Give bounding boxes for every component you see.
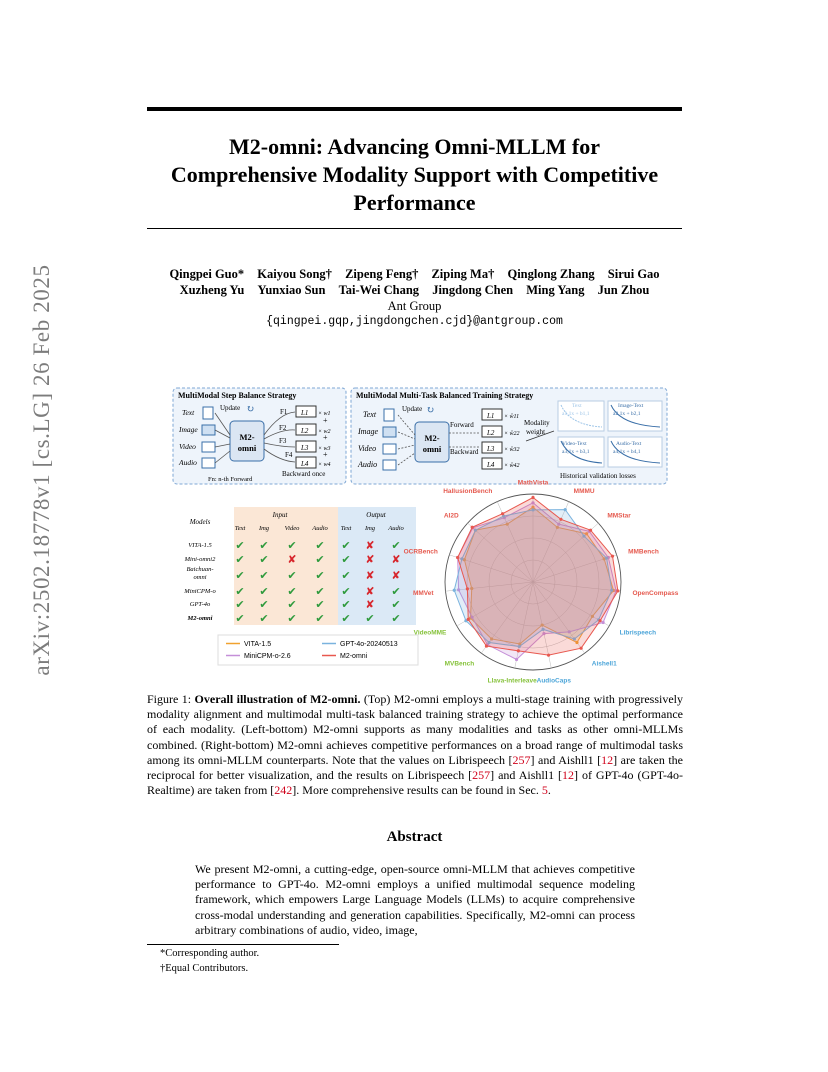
radar-point: [547, 654, 550, 657]
task-input-audio: Audio: [358, 460, 378, 469]
step-model-label: M2-: [239, 432, 255, 442]
radar-axis-label: MVBench: [444, 660, 475, 668]
check-icon: ✔: [235, 599, 245, 611]
task-forward-label: Forward: [450, 421, 474, 429]
check-icon: ✔: [315, 570, 325, 582]
abstract-text: We present M2-omni, a cutting-edge, open-source omni-MLLM that achieves competitive performance to GPT-4o. M2-omni employs a unified multimodal sequence modeling framework, which empowers Large Language Models (LLMs) to acquire comprehensive cross-modal understanding and generation capabilities. Specifically, M2-omni can process arbitrary combinations of audio, video, image,: [195, 862, 635, 937]
check-icon: ✔: [259, 540, 269, 552]
paper-title: [147, 133, 682, 217]
cross-icon: ✘: [365, 540, 375, 552]
loss-label: L2: [487, 429, 495, 437]
column-header: Text: [234, 525, 246, 532]
plus-sign: +: [323, 416, 328, 425]
cross-icon: ✘: [365, 599, 375, 611]
cross-icon: ✘: [287, 554, 297, 566]
check-icon: ✔: [287, 613, 297, 625]
task-panel-title: MultiModal Multi-Task Balanced Training Strategy: [356, 391, 534, 400]
model-name: Baichuan-: [186, 566, 214, 573]
model-name: omni: [193, 574, 207, 581]
loss-weight: × w2: [318, 429, 331, 435]
caption-text: ]. More comprehensive results can be found in Sec.: [292, 783, 542, 798]
radar-chart: [404, 480, 679, 685]
caption-text: ] are taken the reciprocal for better visualization, and the results on Librispeech [: [147, 752, 684, 783]
caption-text: (Top) M2-omni employs a multi-stage training with progressively modality alignment and multimodal multi-task balanced training strategy to achieve the optimal performance of each modality. (Left-bottom) M2-omni supports as many modalities and tasks as other omni-MLLMs combined. (Right-bottom) M2-omni achieves competitive performances on a broad range of multimodal tasks among its omni-MLLM counterparts. Note that the values on Librispeech [: [147, 692, 683, 767]
check-icon: ✔: [235, 540, 245, 552]
step-panel-title: MultiModal Step Balance Strategy: [178, 391, 297, 400]
model-name: Mini-omni2: [184, 556, 216, 563]
check-icon: ✔: [341, 554, 351, 566]
author: Sirui Gao: [607, 267, 660, 281]
step-input-audio: Audio: [179, 458, 197, 467]
author: Jun Zhou: [597, 283, 650, 297]
column-header: Img: [364, 525, 376, 532]
radar-point: [564, 508, 567, 511]
audio-icon: [383, 460, 396, 470]
check-icon: ✔: [259, 599, 269, 611]
radar-point: [616, 589, 619, 592]
check-icon: ✔: [315, 599, 325, 611]
radar-point: [559, 518, 562, 521]
cross-icon: ✘: [365, 554, 375, 566]
task-input-image: Image: [358, 427, 378, 436]
legend-label: M2-omni: [340, 653, 368, 660]
step-input-text: Text: [182, 408, 195, 417]
task-footer: Historical validation losses: [560, 472, 636, 480]
modality-weight-label: weight: [526, 428, 546, 436]
task-input-text: Text: [363, 410, 377, 419]
check-icon: ✔: [235, 570, 245, 582]
loss-label: L3: [301, 444, 309, 452]
check-icon: ✔: [315, 613, 325, 625]
radar-point: [467, 618, 470, 621]
check-icon: ✔: [341, 540, 351, 552]
title-line: M2-omni: Advancing Omni-MLLM for: [229, 134, 600, 159]
column-header: Video: [284, 525, 300, 532]
refresh-icon: ↻: [426, 405, 435, 416]
step-backward-label: Backward once: [282, 470, 326, 478]
radar-point: [456, 556, 459, 559]
curve-label: Audio-Text: [616, 441, 642, 447]
check-icon: ✔: [341, 586, 351, 598]
check-icon: ✔: [341, 599, 351, 611]
video-icon: [383, 444, 396, 454]
title-line: Performance: [353, 190, 476, 215]
cross-icon: ✘: [365, 570, 375, 582]
curve-equation: a3,1x + b3,1: [562, 449, 590, 455]
radar-point: [589, 529, 592, 532]
step-update-label: Update: [220, 404, 241, 412]
radar-axis-label: OCRBench: [403, 548, 438, 556]
check-icon: ✔: [235, 613, 245, 625]
title-line: Comprehensive Modality Support with Competitive: [170, 162, 659, 187]
loss-weight: × ŵ32: [504, 447, 520, 453]
audio-icon: [202, 458, 215, 468]
author-row: [147, 266, 682, 282]
citation-link[interactable]: 242: [274, 783, 293, 798]
check-icon: ✔: [235, 586, 245, 598]
title-bottom-rule: [147, 228, 682, 229]
model-name: VITA-1.5: [188, 542, 212, 549]
task-model-label: M2-: [424, 433, 440, 443]
radar-axis-label: MMMU: [573, 488, 595, 496]
caption-text: .: [547, 783, 551, 798]
author: Kaiyou Song†: [257, 267, 332, 281]
radar-axis-label: MMVet: [412, 589, 434, 597]
check-icon: ✔: [341, 613, 351, 625]
check-icon: ✔: [391, 586, 401, 598]
column-header: Audio: [312, 525, 328, 532]
check-icon: ✔: [315, 540, 325, 552]
radar-axis-label: VideoMME: [413, 629, 447, 637]
loss-label: L2: [301, 427, 309, 435]
check-icon: ✔: [391, 599, 401, 611]
task-input-video: Video: [358, 444, 377, 453]
check-icon: ✔: [287, 540, 297, 552]
loss-weight: × ŵ11: [504, 414, 520, 420]
caption-text: ] and Aishll1 [: [490, 768, 563, 783]
check-icon: ✔: [315, 586, 325, 598]
caption-text: ] and Aishll1 [: [530, 752, 602, 767]
figure-caption: [147, 692, 683, 798]
radar-axis-label: MMBench: [628, 548, 659, 556]
curve-equation: a4,1x + b4,1: [613, 449, 641, 455]
models-header: Models: [189, 518, 211, 526]
group-header: Output: [366, 511, 386, 519]
radar-point: [611, 555, 614, 558]
column-header: Audio: [388, 525, 404, 532]
legend-label: VITA-1.5: [244, 641, 272, 648]
loss-label: L4: [487, 461, 495, 469]
loss-weight: × w4: [318, 462, 331, 468]
arxiv-stamp: arXiv:2502.18778v1 [cs.LG] 26 Feb 2025: [29, 264, 54, 676]
check-icon: ✔: [315, 554, 325, 566]
check-icon: ✔: [235, 554, 245, 566]
radar-point: [531, 496, 534, 499]
citation-link[interactable]: 12: [601, 752, 614, 767]
author: Qingpei Guo*: [169, 267, 245, 281]
curve-label: Text: [572, 403, 582, 409]
curve-label: Image-Text: [618, 403, 644, 409]
caption-bold: Overall illustration of M2-omni.: [194, 692, 361, 706]
loss-label: L1: [487, 412, 495, 420]
step-footer: Fn: n-th Forward: [208, 476, 253, 483]
radar-axis-label: Llava-Interleave: [487, 677, 537, 685]
group-header: Input: [272, 511, 288, 519]
radar-point: [580, 647, 583, 650]
footnote: *Corresponding author.: [160, 948, 260, 959]
radar-point: [485, 644, 488, 647]
radar-axis-label: Librispeech: [619, 629, 657, 637]
column-header: Img: [258, 525, 270, 532]
model-name: GPT-4o: [189, 601, 211, 608]
email: {qingpei.gqp,jingdongchen.cjd}@antgroup.com: [266, 315, 563, 328]
author: Jingdong Chen: [432, 283, 514, 297]
task-update-label: Update: [402, 405, 423, 413]
check-icon: ✔: [259, 554, 269, 566]
refresh-icon: ↻: [246, 404, 255, 415]
check-icon: ✔: [259, 586, 269, 598]
check-icon: ✔: [259, 570, 269, 582]
loss-weight: × ŵ42: [504, 463, 520, 469]
curve-equation: a1,1x + b1,1: [562, 411, 590, 417]
radar-axis-label: MMStar: [607, 512, 631, 520]
radar-point: [501, 512, 504, 515]
step-input-video: Video: [179, 442, 196, 451]
curve-label: Video-Text: [562, 441, 587, 447]
author-row: [147, 282, 682, 298]
author: Qinglong Zhang: [507, 267, 595, 281]
step-model-label: omni: [237, 443, 257, 453]
model-name: MiniCPM-o: [184, 588, 216, 595]
radar-point: [602, 621, 605, 624]
check-icon: ✔: [259, 613, 269, 625]
document-icon: [384, 409, 394, 421]
check-icon: ✔: [341, 570, 351, 582]
author: Xuzheng Yu: [179, 283, 245, 297]
task-backward-label: Backward: [450, 448, 479, 456]
footnote-rule: [147, 944, 339, 945]
title-top-rule: [147, 107, 682, 111]
loss-label: L3: [487, 445, 495, 453]
step-input-image: Image: [179, 425, 198, 434]
curve-equation: a2,1x + b2,1: [613, 411, 641, 417]
check-icon: ✔: [287, 570, 297, 582]
radar-point: [466, 587, 469, 590]
radar-axis-label: MathVista: [517, 479, 549, 487]
caption-label: Figure 1:: [147, 692, 192, 706]
loss-label: L4: [301, 460, 309, 468]
model-name: M2-omni: [187, 615, 213, 622]
forward-label: F2: [279, 424, 287, 432]
video-icon: [202, 442, 215, 452]
radar-axis-label: HallusionBench: [443, 488, 493, 496]
loss-weight: × ŵ22: [504, 431, 520, 437]
check-icon: ✔: [391, 613, 401, 625]
caption-text: ] of GPT-4o (GPT-4o-Realtime) are taken from [: [147, 768, 684, 798]
modality-weight-label: Modality: [524, 419, 550, 427]
column-header: Text: [340, 525, 352, 532]
document-icon: [203, 407, 213, 419]
figure-1: [170, 385, 679, 695]
radar-point: [471, 526, 474, 529]
loss-label: L1: [301, 409, 309, 417]
check-icon: ✔: [287, 586, 297, 598]
radar-series: [458, 498, 618, 656]
plus-sign: +: [323, 433, 328, 442]
radar-axis-label: AI2D: [443, 512, 459, 520]
radar-axis-label: Aishell1: [591, 660, 617, 668]
check-icon: ✔: [391, 540, 401, 552]
task-model-label: omni: [422, 444, 442, 454]
loss-weight: × w3: [318, 446, 331, 452]
forward-label: F1: [280, 408, 288, 416]
check-icon: ✔: [287, 599, 297, 611]
author: Tai-Wei Chang: [338, 283, 420, 297]
legend-label: MiniCPM-o-2.6: [244, 653, 291, 660]
footnote: †Equal Contributors.: [160, 963, 249, 974]
citation-link[interactable]: 257: [512, 752, 531, 767]
cross-icon: ✘: [365, 586, 375, 598]
author: Ming Yang: [526, 283, 585, 297]
plus-sign: +: [323, 450, 328, 459]
check-icon: ✔: [365, 613, 375, 625]
radar-point: [598, 619, 601, 622]
forward-label: F4: [285, 451, 293, 459]
forward-label: F3: [279, 437, 287, 445]
radar-axis-label: AudioCaps: [536, 677, 571, 685]
author: Zipeng Feng†: [345, 267, 419, 281]
cross-icon: ✘: [391, 554, 401, 566]
author: Yunxiao Sun: [257, 283, 326, 297]
section-link[interactable]: 5: [541, 783, 548, 798]
citation-link[interactable]: 257: [472, 768, 491, 783]
chart-legend: [218, 635, 418, 665]
affiliation: Ant Group: [387, 299, 442, 313]
loss-weight: × w1: [318, 411, 331, 417]
radar-point: [517, 649, 520, 652]
radar-point: [453, 589, 456, 592]
image-icon: [383, 427, 396, 437]
radar-axis-label: OpenCompass: [632, 589, 679, 597]
legend-label: GPT-4o-20240513: [340, 641, 398, 648]
citation-link[interactable]: 12: [562, 768, 575, 783]
author: Ziping Ma†: [431, 267, 495, 281]
radar-point: [515, 658, 518, 661]
cross-icon: ✘: [391, 570, 401, 582]
image-icon: [202, 425, 215, 435]
abstract-title: Abstract: [386, 829, 443, 845]
